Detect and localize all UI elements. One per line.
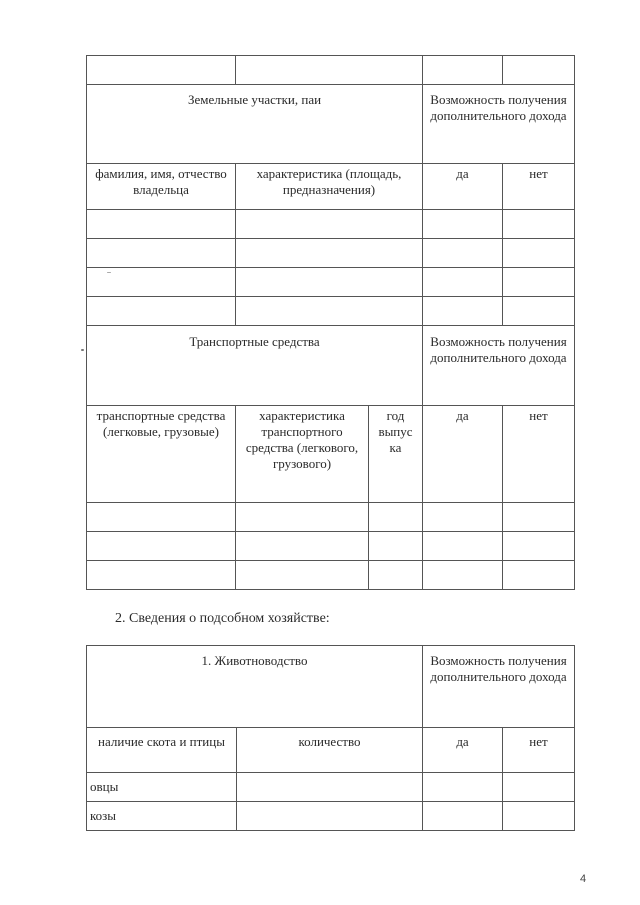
table-row xyxy=(87,268,575,297)
livestock-table xyxy=(86,645,575,831)
table-row xyxy=(87,239,575,268)
table-row xyxy=(87,297,575,326)
livestock-yes-column-header: да xyxy=(423,728,503,773)
year-column-header: год выпус ка xyxy=(369,406,423,503)
transport-section-title: Транспортные средства xyxy=(87,326,423,406)
table-row xyxy=(87,210,575,239)
table-row xyxy=(87,532,575,561)
scan-speck xyxy=(107,272,111,273)
transport-income-header: Возможность получения дополнительного дохода xyxy=(423,326,575,406)
livestock-column-headers xyxy=(87,728,575,773)
livestock-section-header xyxy=(87,646,575,728)
land-section-header xyxy=(87,85,575,164)
land-yes-column-header: да xyxy=(423,164,503,210)
transport-no-column-header: нет xyxy=(503,406,575,503)
table-row xyxy=(87,802,575,831)
livestock-column-header: наличие скота и птицы xyxy=(87,728,237,773)
transport-section-header xyxy=(87,326,575,406)
table-row xyxy=(87,503,575,532)
owner-column-header: фамилия, имя, отчество владельца xyxy=(87,164,236,210)
scan-speck xyxy=(81,349,84,351)
land-characteristic-column-header: характеристика (площадь, предназначения) xyxy=(236,164,423,210)
livestock-income-header: Возможность получения дополнительного дохода xyxy=(423,646,575,728)
vehicles-column-header: транспортные средства (легковые, грузовые) xyxy=(87,406,236,503)
household-section-heading: 2. Сведения о подсобном хозяйстве: xyxy=(115,611,330,626)
page-number: 4 xyxy=(580,873,587,885)
vehicle-characteristic-column-header: характеристика транспортного средства (легкового, грузового) xyxy=(236,406,369,503)
land-column-headers xyxy=(87,164,575,210)
goats-row-label: козы xyxy=(87,802,237,831)
livestock-no-column-header: нет xyxy=(503,728,575,773)
table-row xyxy=(87,773,575,802)
livestock-section-title: 1. Животноводство xyxy=(87,646,423,728)
transport-column-headers xyxy=(87,406,575,503)
transport-yes-column-header: да xyxy=(423,406,503,503)
sheep-row-label: овцы xyxy=(87,773,237,802)
land-income-header: Возможность получения дополнительного дохода xyxy=(423,85,575,164)
table-row xyxy=(87,561,575,590)
quantity-column-header: количество xyxy=(237,728,423,773)
table-row xyxy=(87,56,575,85)
land-no-column-header: нет xyxy=(503,164,575,210)
land-section-title: Земельные участки, паи xyxy=(87,85,423,164)
property-table xyxy=(86,55,575,590)
